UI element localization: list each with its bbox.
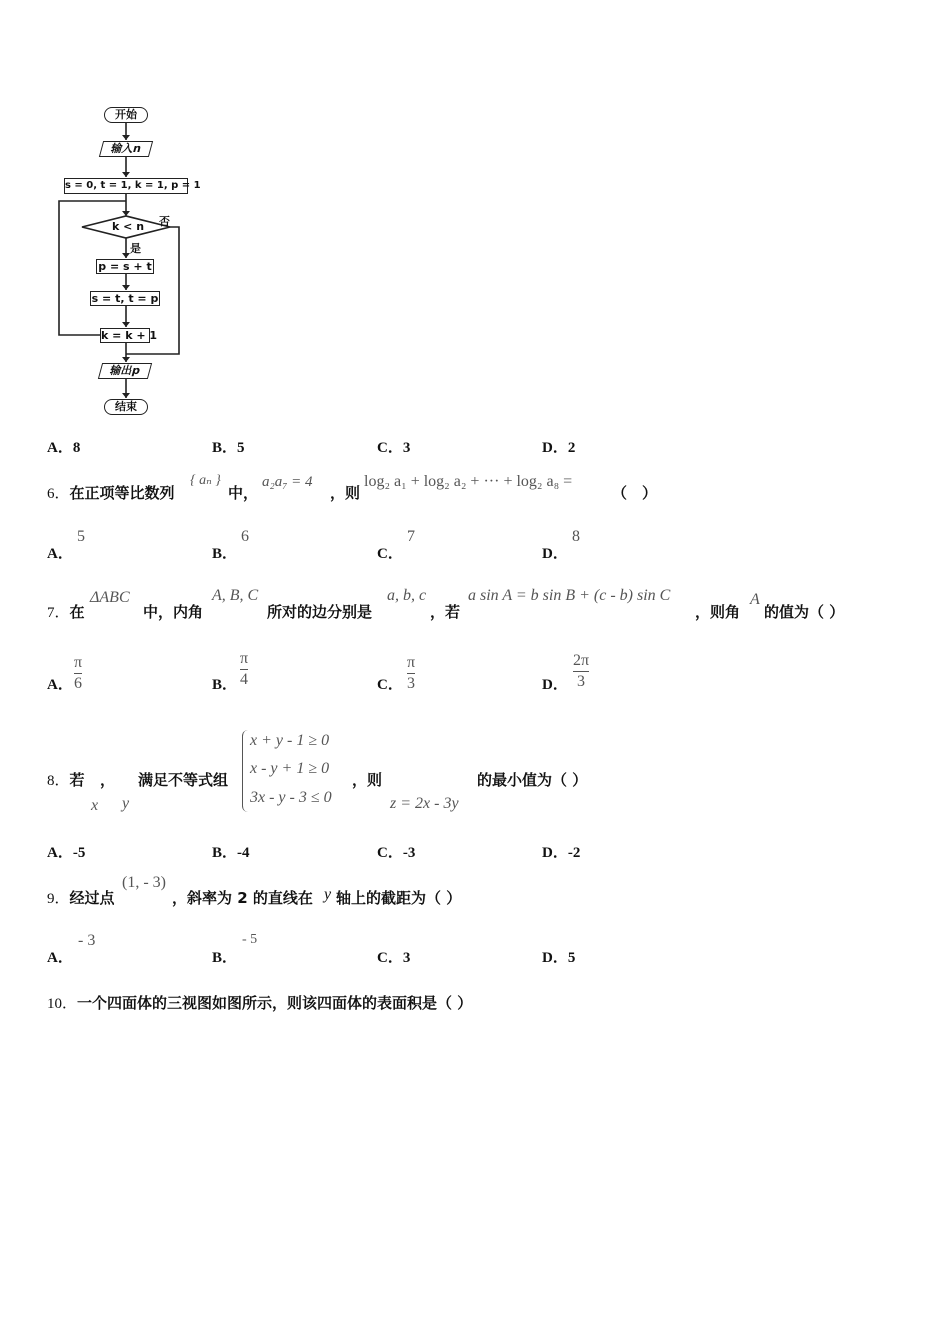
q9-blank: 轴上的截距为（ ） (336, 889, 462, 907)
q7-option-b: B． (212, 677, 238, 693)
flowchart-start: 开始 (104, 107, 148, 123)
q6-option-a: A． (47, 546, 73, 562)
q6-condition: a₂a₇ = 4 (262, 474, 313, 490)
q7-text-angles: 中，内角 (143, 603, 204, 621)
q8-inequality-3: 3x - y - 3 ≤ 0 (250, 789, 332, 806)
q7-option-d: D． (542, 677, 568, 693)
q5-option-b: B．5 (212, 440, 245, 456)
q8-objective: z = 2x - 3y (390, 795, 459, 812)
q8-var-y: y (122, 795, 130, 812)
q8-option-a: A．-5 (47, 845, 86, 861)
flowchart-yes-label: 是 (130, 242, 141, 255)
q5-option-a: A．8 (47, 440, 81, 456)
q8-text-then: ，则 (352, 771, 383, 789)
q6-sequence: { aₙ } (190, 473, 221, 488)
q6-option-a-value: 5 (77, 528, 85, 545)
q7-triangle: ΔABC (90, 589, 130, 606)
q8-text-system: 满足不等式组 (138, 771, 229, 789)
q6-option-d: D． (542, 546, 568, 562)
flowchart-step-p: p = s + t (96, 259, 154, 274)
flowchart-no-label: 否 (159, 215, 170, 228)
q7-option-c: C． (377, 677, 403, 693)
q7-option-d-fraction: 2π 3 (573, 652, 590, 690)
flowchart-input: 输入n (99, 141, 153, 157)
q7-option-b-fraction: π 4 (240, 650, 249, 688)
q7-stem: 7．在 (47, 603, 85, 621)
q8-blank: 的最小值为（ ） (477, 771, 588, 789)
q7-option-a: A． (47, 677, 73, 693)
q8-var-x: x (91, 797, 99, 814)
q7-option-a-fraction: π 6 (74, 654, 83, 692)
q6-option-c-value: 7 (407, 528, 415, 545)
q8-stem: 8．若 (47, 771, 85, 789)
q6-text-mid: 中， (228, 484, 259, 502)
q8-option-d: D．-2 (542, 845, 581, 861)
q9-option-b-value: - 5 (242, 932, 258, 947)
q6-option-d-value: 8 (572, 528, 580, 545)
q6-blank: （ ） (612, 484, 658, 502)
q7-blank: 的值为（ ） (764, 603, 845, 621)
q9-point: (1, - 3) (122, 874, 166, 891)
q8-comma: ， (100, 771, 116, 789)
q7-equation: a sin A = b sin B + (c - b) sin C (468, 587, 671, 604)
q9-option-a: A． (47, 950, 73, 966)
q8-inequality-1: x + y - 1 ≥ 0 (250, 732, 330, 749)
flowchart-init: s = 0, t = 1, k = 1, p = 1 (64, 178, 188, 194)
q7-text-angle: ，则角 (695, 603, 741, 621)
q8-option-c: C．-3 (377, 845, 416, 861)
q7-sides: a, b, c (387, 587, 427, 604)
q8-inequality-2: x - y + 1 ≥ 0 (250, 760, 330, 777)
q7-text-if: ，若 (430, 603, 461, 621)
q6-expression: log₂ a₁ + log₂ a₂ + ··· + log₂ a₈ = (364, 473, 573, 490)
q7-angle-a: A (750, 591, 760, 608)
q9-option-c: C．3 (377, 950, 411, 966)
flowchart-end: 结束 (104, 399, 148, 415)
q7-angles: A, B, C (212, 587, 259, 604)
q6-stem: 6．在正项等比数列 (47, 484, 175, 502)
q6-option-b: B． (212, 546, 238, 562)
q7-text-sides: 所对的边分别是 (267, 603, 373, 621)
q6-text-then: ，则 (330, 484, 361, 502)
flowchart (55, 100, 205, 420)
flowchart-condition: k < n (112, 220, 145, 233)
q10-stem: 10．一个四面体的三视图如图所示，则该四面体的表面积是（ ） (47, 994, 473, 1012)
q5-option-c: C．3 (377, 440, 411, 456)
flowchart-step-k: k = k + 1 (101, 329, 158, 342)
q5-option-d: D．2 (542, 440, 576, 456)
flowchart-step-st: s = t, t = p (91, 292, 159, 305)
q9-option-a-value: - 3 (78, 932, 96, 949)
q8-option-b: B．-4 (212, 845, 250, 861)
q9-text-slope: ，斜率为 2 的直线在 (172, 889, 313, 907)
q9-option-b: B． (212, 950, 238, 966)
q6-option-c: C． (377, 546, 403, 562)
q9-var-y: y (324, 886, 332, 903)
flowchart-output: 输出p (98, 363, 152, 379)
q9-option-d: D．5 (542, 950, 576, 966)
q9-stem: 9．经过点 (47, 889, 115, 907)
q7-option-c-fraction: π 3 (407, 654, 416, 692)
q6-option-b-value: 6 (241, 528, 249, 545)
